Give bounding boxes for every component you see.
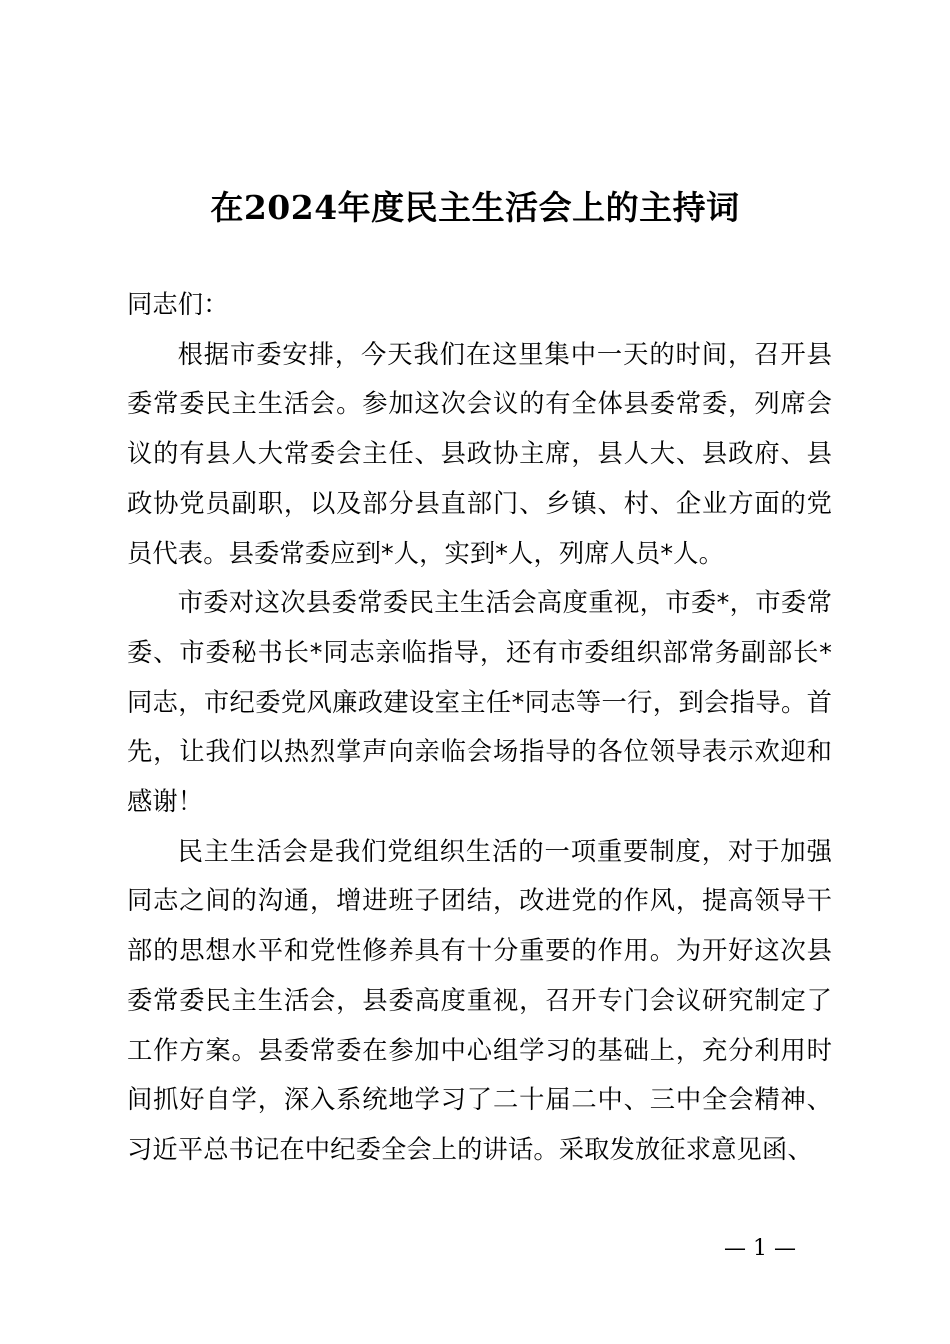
- document-title: 在2024年度民主生活会上的主持词: [210, 188, 740, 227]
- page-number: — 1 —: [724, 1236, 796, 1261]
- paragraph-2: 市委对这次县委常委民主生活会高度重视，市委*，市委常委、市委秘书长*同志亲临指导，还有市委组织部常务副部长*同志，市纪委党风廉政建设室主任*同志等一行，到会指导。首先，让我们以热烈掌声向亲临会场指导的各位领导表示欢迎和感谢！: [127, 588, 832, 817]
- salutation: 同志们：: [127, 290, 229, 319]
- paragraph-3: 民主生活会是我们党组织生活的一项重要制度，对于加强同志之间的沟通，增进班子团结，改进党的作风，提高领导干部的思想水平和党性修养具有十分重要的作用。为开好这次县委常委民主生活会，县委高度重视，召开专门会议研究制定了工作方案。县委常委在参加中心组学习的基础上，充分利用时间抓好自学，深入系统地学习了二十届二中、三中全会精神、习近平总书记在中纪委全会上的讲话。采取发放征求意见函、: [127, 836, 832, 1164]
- paragraph-1: 根据市委安排，今天我们在这里集中一天的时间，召开县委常委民主生活会。参加这次会议的有全体县委常委，列席会议的有县人大常委会主任、县政协主席，县人大、县政府、县政协党员副职，以及部分县直部门、乡镇、村、企业方面的党员代表。县委常委应到*人，实到*人，列席人员*人。: [127, 339, 832, 568]
- document-body: [127, 280, 832, 1175]
